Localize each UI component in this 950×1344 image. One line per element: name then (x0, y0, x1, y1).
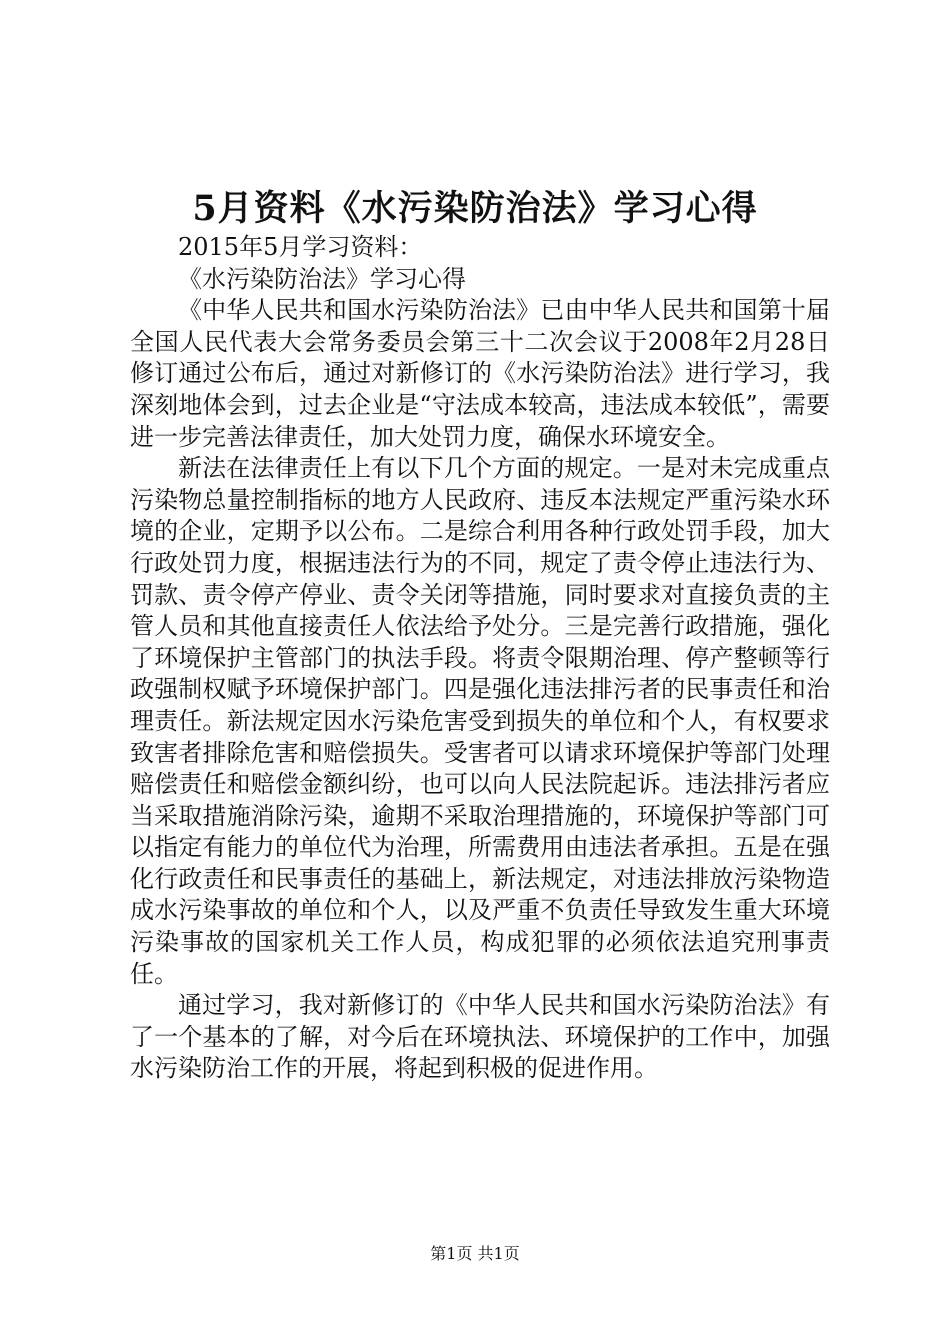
paragraph-subtitle: 《水污染防治法》学习心得 (178, 264, 466, 293)
paragraph-law-revision: 《中华人民共和国水污染防治法》已由中华人民共和国第十届全国人民代表大会常务委员会第三十二次会议于2008年2月28日修订通过公布后，通过对新修订的《水污染防治法》进行学习，我深刻地体会到，过去企业是“守法成本较高，违法成本较低”，需要进一步完善法律责任，加大处罚力度，确保水环境安全。 (130, 296, 830, 451)
paragraph-intro-date: 2015年5月学习资料： (178, 233, 423, 261)
paragraph-conclusion: 通过学习，我对新修订的《中华人民共和国水污染防治法》有了一个基本的了解，对今后在环境执法、环境保护的工作中，加强水污染防治工作的开展，将起到积极的促进作用。 (130, 991, 830, 1083)
document-body (130, 232, 830, 1085)
document-title: 5月资料《水污染防治法》学习心得 (192, 188, 758, 229)
paragraph-legal-responsibility: 新法在法律责任上有以下几个方面的规定。一是对未完成重点污染物总量控制指标的地方人民政府、违反本法规定严重污染水环境的企业，定期予以公布。二是综合利用各种行政处罚手段，加大行政处罚力度，根据违法行为的不同，规定了责令停止违法行为、罚款、责令停产停业、责令关闭等措施，同时要求对直接负责的主管人员和其他直接责任人依法给予处分。三是完善行政措施，强化了环境保护主管部门的执法手段。将责令限期治理、停产整顿等行政强制权赋予环境保护部门。四是强化违法排污者的民事责任和治理责任。新法规定因水污染危害受到损失的单位和个人，有权要求致害者排除危害和赔偿损失。受害者可以请求环境保护等部门处理赔偿责任和赔偿金额纠纷，也可以向人民法院起诉。违法排污者应当采取措施消除污染，逾期不采取治理措施的，环境保护等部门可以指定有能力的单位代为治理，所需费用由违法者承担。五是在强化行政责任和民事责任的基础上，新法规定，对违法排放污染物造成水污染事故的单位和个人，以及严重不负责任导致发生重大环境污染事故的国家机关工作人员，构成犯罪的必须依法追究刑事责任。 (130, 454, 830, 988)
page-footer: 第1页 共1页 (430, 1244, 520, 1263)
